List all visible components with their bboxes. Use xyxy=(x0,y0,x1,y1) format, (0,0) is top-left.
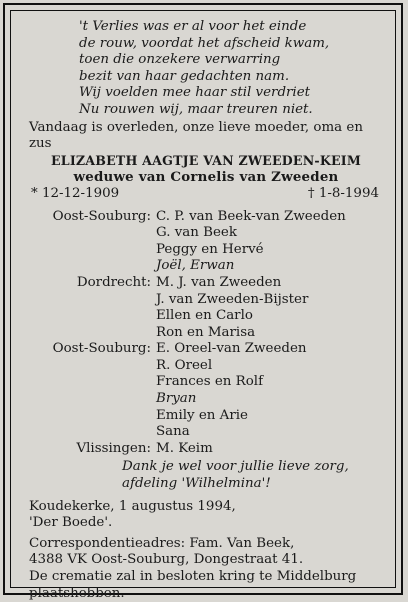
cremation-line: De crematie zal in besloten kring te Middelburg xyxy=(29,569,357,584)
family-place xyxy=(29,408,156,425)
family-member: M. J. van Zweeden xyxy=(156,274,282,290)
family-member: J. van Zweeden-Bijster xyxy=(156,291,309,307)
family-row xyxy=(29,258,383,275)
family-member: Peggy en Hervé xyxy=(156,241,264,257)
life-dates xyxy=(29,186,383,203)
thanks-note xyxy=(29,459,383,492)
outer-border xyxy=(3,3,403,601)
poem-line: Wij voelden mee haar stil verdriet xyxy=(79,85,311,101)
family-row xyxy=(29,325,383,342)
family-place: Vlissingen: xyxy=(76,440,151,456)
family-member: Frances en Rolf xyxy=(156,374,264,390)
intro-text: Vandaag is overleden, onze lieve moeder, oma en zus xyxy=(29,119,363,152)
family-list xyxy=(29,209,383,458)
family-member: Bryan xyxy=(156,391,197,407)
family-member: Emily en Arie xyxy=(156,407,248,423)
family-place xyxy=(29,391,156,408)
closing-block xyxy=(29,499,383,602)
cremation-line: plaatshebben. xyxy=(29,585,125,601)
family-row xyxy=(29,308,383,325)
family-member: C. P. van Beek-van Zweeden xyxy=(156,208,346,224)
family-member: Sana xyxy=(156,424,190,440)
address-line: Correspondentieadres: Fam. Van Beek, xyxy=(29,535,295,551)
family-row xyxy=(29,292,383,309)
family-member: R. Oreel xyxy=(156,357,213,373)
location: 'Der Boede'. xyxy=(29,515,113,531)
family-place xyxy=(29,424,156,441)
birth-date: * 12-12-1909 xyxy=(31,185,120,201)
family-place xyxy=(29,242,156,259)
deceased-name: ELIZABETH AAGTJE VAN ZWEEDEN-KEIM xyxy=(50,152,362,168)
family-row xyxy=(29,374,383,391)
family-place xyxy=(29,358,156,375)
family-place: Oost-Souburg: xyxy=(52,208,151,224)
poem-line: toen die onzekere verwarring xyxy=(79,52,281,68)
family-row xyxy=(29,391,383,408)
family-place xyxy=(29,308,156,325)
family-row xyxy=(29,242,383,259)
family-row xyxy=(29,275,383,292)
death-date: † 1-8-1994 xyxy=(307,185,379,201)
place-date: Koudekerke, 1 augustus 1994, xyxy=(29,498,236,514)
address-line: 4388 VK Oost-Souburg, Dongestraat 41. xyxy=(29,552,304,568)
family-row xyxy=(29,358,383,375)
widow-line: weduwe van Cornelis van Zweeden xyxy=(73,169,339,186)
family-member: Ellen en Carlo xyxy=(156,308,253,324)
family-member: Ron en Marisa xyxy=(156,324,256,340)
family-place: Oost-Souburg: xyxy=(52,341,151,357)
family-member: Joël, Erwan xyxy=(156,258,235,274)
family-place: Dordrecht: xyxy=(76,274,151,290)
family-member: E. Oreel-van Zweeden xyxy=(156,341,307,357)
family-place xyxy=(29,225,156,242)
family-row xyxy=(29,424,383,441)
family-place xyxy=(29,258,156,275)
family-row xyxy=(29,209,383,226)
poem-line: 't Verlies was er al voor het einde xyxy=(79,19,307,34)
family-row xyxy=(29,441,383,458)
poem-line: de rouw, voordat het afscheid kwam, xyxy=(79,35,330,51)
family-place xyxy=(29,374,156,391)
family-row xyxy=(29,225,383,242)
notice-body xyxy=(10,10,396,601)
family-member: G. van Beek xyxy=(156,225,237,241)
poem xyxy=(29,19,383,119)
thanks-line: Dank je wel voor jullie lieve zorg, xyxy=(122,459,349,475)
family-place xyxy=(29,325,156,342)
family-row xyxy=(29,408,383,425)
family-member: M. Keim xyxy=(156,440,213,456)
poem-line: Nu rouwen wij, maar treuren niet. xyxy=(79,101,313,117)
poem-line: bezit van haar gedachten nam. xyxy=(79,68,290,84)
family-place xyxy=(29,292,156,309)
thanks-line: afdeling 'Wilhelmina'! xyxy=(122,476,271,492)
family-row xyxy=(29,341,383,358)
